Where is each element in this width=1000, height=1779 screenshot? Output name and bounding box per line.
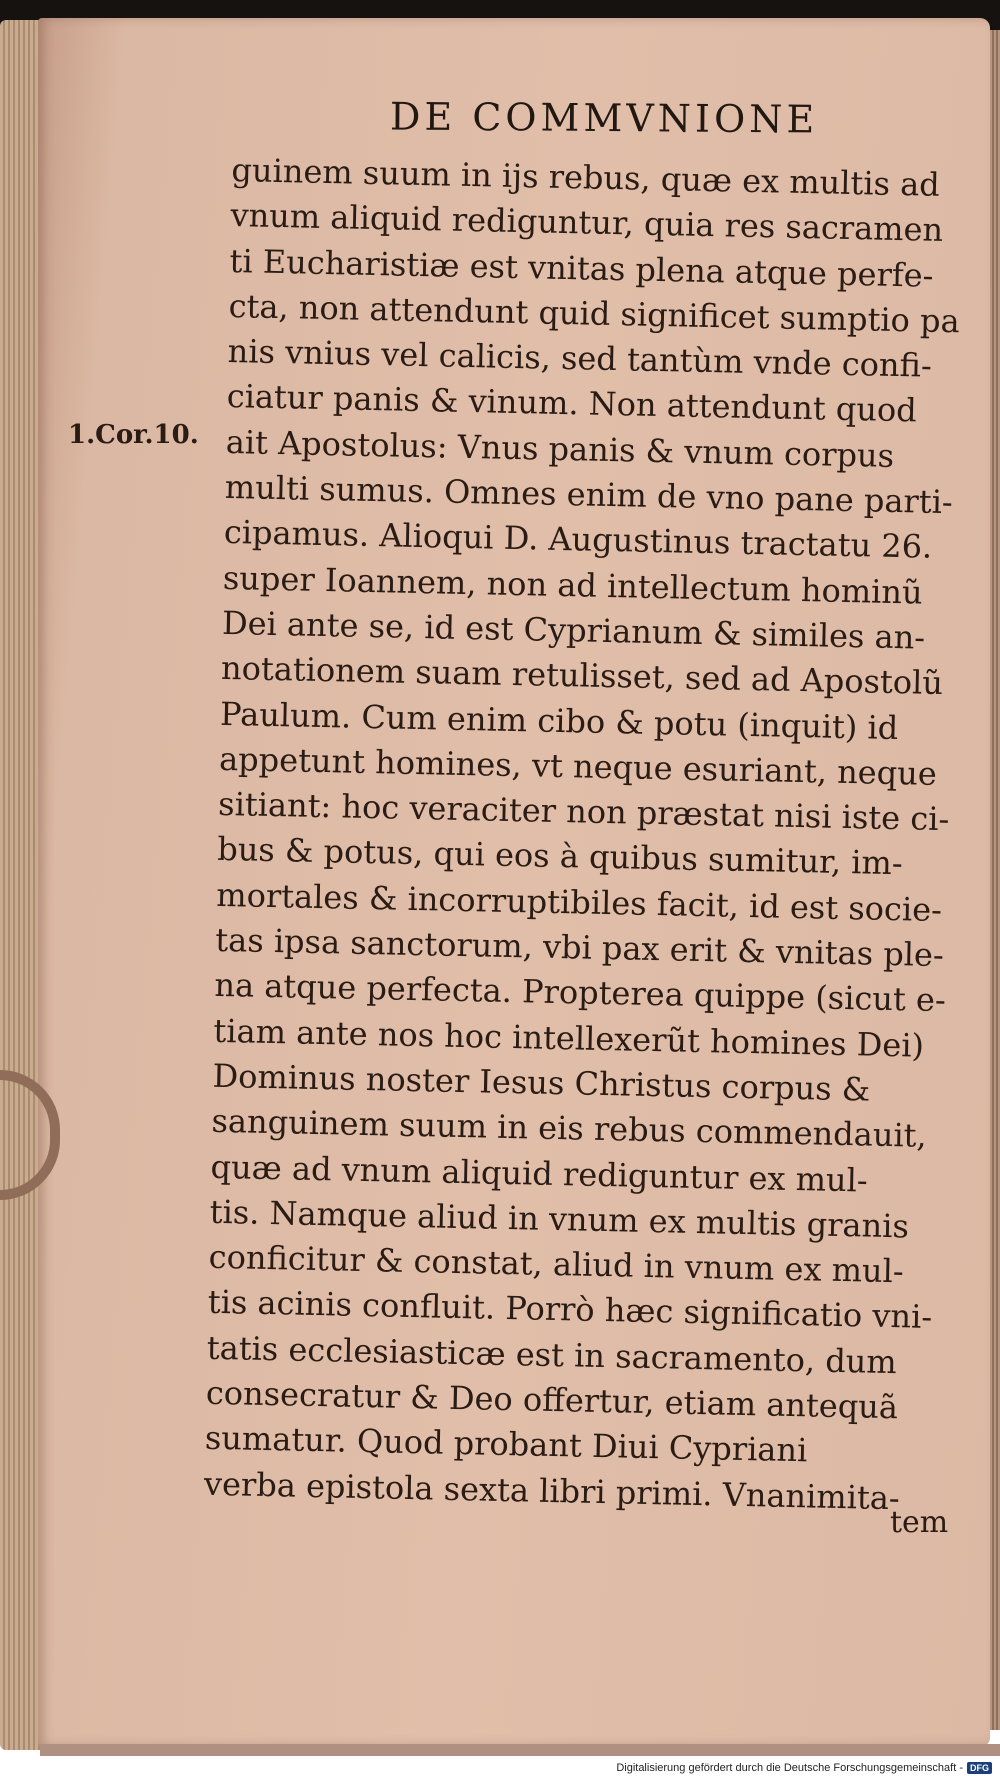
- text-line: sanguinem suum in eis rebus commendauit,: [211, 1102, 928, 1155]
- text-line: na atque perfecta. Propterea quippe (sicut e-: [214, 966, 947, 1020]
- running-heading: DE COMMVNIONE: [389, 94, 819, 142]
- text-line: tiam ante nos hoc intellexerũt homines Dei): [213, 1011, 925, 1065]
- text-line: cipamus. Alioqui D. Augustinus tractatu 26.: [223, 513, 933, 567]
- text-line: consecratur & Deo offertur, etiam antequã: [205, 1373, 899, 1427]
- text-line: Dei ante se, id est Cyprianum & similes an-: [221, 603, 926, 657]
- footer-credit: Digitalisierung gefördert durch die Deutsche Forschungsgemeinschaft -: [616, 1762, 963, 1774]
- text-line: notationem suam retulisset, sed ad Apostolũ: [220, 649, 944, 703]
- text-line: Paulum. Cum enim cibo & potu (inquit) id: [219, 694, 899, 747]
- text-line: mortales & incorruptibiles facit, id est socie-: [215, 875, 943, 929]
- text-line: tatis ecclesiasticæ est in sacramento, dum: [206, 1328, 898, 1381]
- text-line: conficitur & constat, aliud in vnum ex mul-: [208, 1237, 905, 1291]
- text-line: ti Eucharistiæ est vnitas plena atque perfe-: [229, 241, 934, 295]
- text-line: guinem suum in ijs rebus, quæ ex multis ad: [231, 150, 941, 204]
- text-line: ait Apostolus: Vnus panis & vnum corpus: [225, 422, 895, 475]
- text-line: tas ipsa sanctorum, vbi pax erit & vnitas ple-: [215, 920, 945, 975]
- page-edges-left: [0, 20, 42, 1750]
- text-line: Dominus noster Iesus Christus corpus &: [212, 1056, 871, 1109]
- page-edge-bottom: [40, 1744, 1000, 1756]
- text-line: tis acinis confluit. Porrò hæc significatio vni-: [207, 1283, 933, 1337]
- text-line: super Ioannem, non ad intellectum hominũ: [222, 558, 924, 612]
- text-line: vnum aliquid rediguntur, quia res sacramen: [230, 196, 944, 250]
- body-text: [203, 148, 961, 1522]
- text-line: bus & potus, qui eos à quibus sumitur, im-: [216, 830, 904, 883]
- text-line: ciatur panis & vinum. Non attendunt quod: [226, 377, 918, 430]
- text-line: sitiant: hoc veraciter non præstat nisi iste ci-: [217, 785, 950, 839]
- digitization-footer: [616, 1762, 992, 1774]
- text-line: appetunt homines, vt neque esuriant, neque: [218, 739, 938, 793]
- dfg-logo: DFG: [967, 1762, 992, 1774]
- text-line: multi sumus. Omnes enim de vno pane parti-: [224, 468, 954, 522]
- text-line: quæ ad vnum aliquid rediguntur ex mul-: [210, 1147, 869, 1200]
- text-line: verba epistola sexta libri primi. Vnanimita-: [203, 1464, 901, 1517]
- text-line: sumatur. Quod probant Diui Cypriani: [204, 1419, 808, 1470]
- text-line: nis vnius vel calicis, sed tantùm vnde confi-: [227, 332, 933, 385]
- text-line: tis. Namque aliud in vnum ex multis granis: [209, 1192, 910, 1246]
- catchword: tem: [890, 1505, 949, 1540]
- text-line: cta, non attendunt quid significet sumptio pa: [228, 286, 961, 341]
- marginal-note: 1.Cor.10.: [68, 420, 199, 450]
